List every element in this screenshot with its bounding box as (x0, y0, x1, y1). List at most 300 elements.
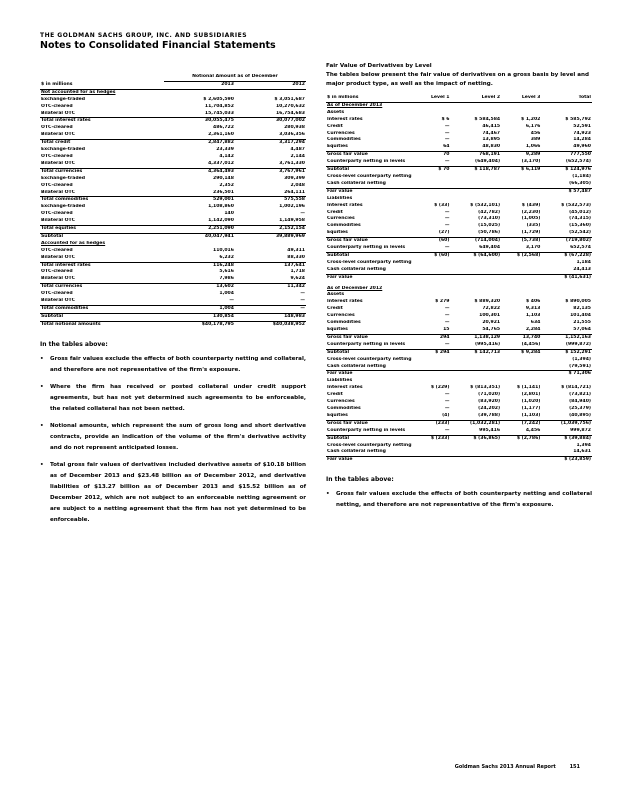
cell-value: $ 889,320 (474, 299, 501, 305)
row-label: Currencies (327, 313, 355, 319)
left-column (40, 74, 306, 532)
cell-value: (3,170) (521, 159, 541, 165)
table-row (326, 137, 592, 144)
cell-value: (45,012) (569, 209, 591, 215)
left-notes-list (40, 354, 306, 526)
cell-value: 40,047,941 (164, 233, 235, 240)
cell-value: — (300, 291, 305, 297)
cell-value: 72,822 (482, 306, 501, 312)
cell-value: (42,782) (478, 209, 501, 215)
cell-value: — (300, 211, 305, 217)
cell-value: — (444, 137, 450, 143)
cell-value: 264,111 (284, 189, 305, 195)
cell-value (450, 357, 501, 364)
table-row (40, 269, 306, 276)
col-header-label: $ in millions (326, 95, 418, 102)
cell-value: 14,284 (573, 137, 591, 143)
row-label: Exchange-traded (41, 204, 86, 210)
cell-value: 13,740 (501, 334, 541, 341)
table-row (40, 111, 306, 118)
cell-value (501, 371, 541, 378)
table-row (40, 298, 306, 305)
row-label: Total commodities (40, 306, 164, 314)
row-label: Subtotal (40, 313, 164, 321)
row-label: Cross-level counterparty netting (327, 356, 412, 362)
table-row (40, 291, 306, 298)
note-bullet: • Gross fair values exclude the effects of both counterparty netting and collateral, and therefore are not representative of the firm's exposure. (40, 354, 306, 376)
table-row (326, 181, 592, 188)
table-row (326, 216, 592, 223)
cell-value (450, 102, 501, 109)
row-label: Total currencies (40, 284, 164, 291)
cell-value (418, 449, 450, 456)
table-row (326, 420, 592, 427)
table-row (326, 334, 592, 341)
cell-value: 11,342 (235, 284, 306, 291)
row-label: Cross-level counterparty netting (327, 259, 412, 265)
cell-value: $ (813,351) (470, 385, 501, 391)
table-row (326, 435, 592, 442)
cell-value: (1,729) (521, 230, 541, 236)
row-label: Credit (327, 209, 343, 215)
table-row (326, 245, 592, 252)
table-row (326, 371, 592, 378)
cell-value: 3,761,330 (279, 160, 305, 166)
cell-value: 6,232 (219, 254, 234, 260)
row-label: Total currencies (40, 168, 164, 175)
cell-value: 1,394 (576, 442, 591, 448)
row-label: Interest rates (327, 202, 363, 208)
cell-value: (79,591) (569, 363, 591, 369)
row-label: OTC-cleared (41, 125, 73, 131)
table-row (326, 313, 592, 320)
cell-value: 14,631 (573, 449, 591, 455)
col-header-level1: Level 1 (418, 95, 450, 102)
cell-value: 82,135 (573, 306, 591, 312)
cell-value: — (444, 306, 450, 312)
cell-value: 634 (530, 320, 541, 326)
table-row (40, 204, 306, 211)
cell-value (450, 267, 501, 274)
table-row (40, 197, 306, 204)
table-row (40, 262, 306, 269)
cell-value: 2,352 (219, 182, 234, 188)
row-label: Cross-level counterparty netting (327, 442, 412, 448)
row-label: Bilateral OTC (41, 110, 76, 116)
cell-value: $ (60) (418, 252, 450, 259)
row-label: Bilateral OTC (41, 160, 76, 166)
cell-value: 49,960 (573, 144, 591, 150)
cell-value (450, 181, 501, 188)
cell-value (235, 89, 306, 96)
table-row (326, 230, 592, 237)
cell-value (450, 286, 501, 293)
table-row (326, 449, 592, 456)
cell-value: — (444, 216, 450, 222)
cell-value: (649,404) (474, 159, 501, 165)
cell-value: 46,415 (482, 123, 501, 129)
cell-value: 4,364,493 (164, 168, 235, 175)
cell-value: $ (23,859) (541, 457, 592, 464)
cell-value: (1,103) (521, 412, 541, 418)
row-label: Exchange-traded (41, 96, 86, 102)
table-row (326, 349, 592, 356)
table-row (326, 406, 592, 413)
cell-value (418, 443, 450, 450)
cell-value: (27) (438, 230, 450, 236)
cell-value: 20,921 (482, 320, 501, 326)
cell-value: $ (64,600) (450, 252, 501, 259)
cell-value: $40,178,795 (164, 321, 235, 328)
cell-value: $ (39,884) (541, 435, 592, 442)
table-row (326, 342, 592, 349)
table-row (40, 168, 306, 175)
col-header-level2: Level 2 (450, 95, 501, 102)
cell-value: 1,108,860 (208, 204, 234, 210)
cell-value: 2,251,090 (164, 226, 235, 234)
table-row (40, 211, 306, 218)
row-label: Fair value (326, 457, 418, 464)
cell-value (418, 196, 450, 203)
note-bullet: • Gross fair values exclude the effects of both counterparty netting and collateral netting, and therefore are not representative of the firm's exposure. (326, 489, 592, 511)
cell-value: 1,152,163 (541, 334, 592, 341)
cell-value: 30,077,002 (235, 118, 306, 125)
table-row (40, 89, 306, 96)
row-label: Bilateral OTC (41, 276, 76, 282)
table-row (40, 313, 306, 321)
cell-value: — (444, 399, 450, 405)
cell-value (418, 267, 450, 274)
cell-value: (719,802) (541, 238, 592, 245)
cell-value: 652,574 (570, 245, 591, 251)
cell-value: 575,558 (235, 197, 306, 204)
page-footer (455, 764, 580, 770)
cell-value: 4,337,012 (208, 160, 234, 166)
cell-value: 2,847,882 (164, 140, 235, 147)
cell-value: $ 294 (418, 349, 450, 356)
cell-value (418, 181, 450, 188)
cell-value: 23,339 (216, 147, 234, 153)
row-label: Total notional amounts (40, 321, 164, 328)
cell-value: $ (532,101) (470, 202, 501, 208)
row-label: Cash collateral netting (327, 449, 386, 455)
cell-value: 309,399 (284, 175, 305, 181)
cell-value: 3,170 (525, 245, 541, 251)
row-label: Currencies (327, 216, 355, 222)
table-row (40, 218, 306, 225)
cell-value (501, 110, 541, 117)
row-label: Bilateral OTC (41, 298, 76, 304)
cell-value (501, 357, 541, 364)
cell-value (450, 449, 501, 456)
col-header-2012: 2012 (235, 81, 306, 89)
cell-value: 4,456 (525, 427, 541, 433)
company-header: THE GOLDMAN SACHS GROUP, INC. AND SUBSIDIARIES (40, 32, 248, 39)
cell-value: 486,722 (213, 125, 234, 131)
table-row (326, 117, 592, 124)
cell-value: — (444, 159, 450, 165)
cell-value: $ (41,631) (541, 274, 592, 281)
cell-value: 1,004 (219, 291, 234, 297)
cell-value: — (444, 223, 450, 229)
cell-value: 7,986 (219, 276, 234, 282)
table-row (326, 306, 592, 313)
cell-value: 15,745,033 (204, 110, 234, 116)
cell-value: 4,142 (219, 153, 234, 159)
row-label: OTC-cleared (41, 182, 73, 188)
cell-value (450, 274, 501, 281)
cell-value: (2,801) (521, 392, 541, 398)
row-label: Interest rates (327, 299, 363, 305)
row-label: Subtotal (326, 435, 418, 442)
cell-value: — (229, 298, 234, 304)
cell-value: 148,983 (235, 313, 306, 321)
row-label: Commodities (327, 223, 361, 229)
cell-value: 49,311 (287, 247, 305, 253)
right-notes-title: In the tables above: (326, 476, 394, 484)
cell-value (164, 241, 235, 248)
right-notes-list (326, 489, 592, 511)
cell-value (501, 449, 541, 456)
row-label: Subtotal (40, 233, 164, 240)
cell-value: (652,574) (565, 159, 591, 165)
cell-value: 9,313 (525, 306, 541, 312)
cell-value (450, 457, 501, 464)
row-label: Bilateral OTC (41, 254, 76, 260)
table-row (40, 255, 306, 262)
cell-value: (24,202) (478, 405, 501, 411)
cell-value: $ 406 (525, 299, 541, 305)
row-label: Subtotal (326, 167, 418, 174)
row-label: Counterparty netting in levels (327, 341, 406, 347)
cell-value: $ 584,584 (474, 116, 501, 122)
cell-value: $ (532,573) (561, 202, 591, 208)
cell-value: (73,821) (569, 392, 591, 398)
table-row (40, 190, 306, 197)
cell-value (501, 260, 541, 267)
cell-value (501, 188, 541, 195)
cell-value: 15 (443, 327, 450, 332)
row-label: Commodities (327, 137, 361, 143)
cell-value: 1,718 (290, 269, 305, 275)
cell-value: (1,005) (521, 216, 541, 222)
row-label: Total interest rates (40, 262, 164, 269)
cell-value (418, 286, 450, 293)
cell-value (450, 196, 501, 203)
cell-value (501, 174, 541, 181)
cell-value: $ 70 (418, 167, 450, 174)
col-header-level3: Level 3 (501, 95, 541, 102)
cell-value (501, 102, 541, 109)
row-label: Interest rates (327, 385, 363, 391)
table-row (40, 284, 306, 291)
table-row (326, 392, 592, 399)
table-row (40, 241, 306, 248)
fair-value-by-level-table (326, 95, 592, 464)
table-row (326, 152, 592, 159)
cell-value: (50,786) (478, 230, 501, 236)
cell-value: (15,360) (569, 223, 591, 229)
cell-value (418, 292, 450, 299)
col-header-total: Total (541, 95, 592, 102)
cell-value: — (444, 123, 450, 129)
table-row (40, 233, 306, 240)
cell-value: (39,788) (478, 412, 501, 418)
cell-value: $ 152,291 (541, 349, 592, 356)
cell-value: $ 3,051,687 (274, 96, 305, 102)
cell-value: 6,176 (525, 123, 541, 129)
table-row (326, 159, 592, 166)
cell-value: $ (67,228) (541, 252, 592, 259)
cell-value: (1,184) (572, 173, 591, 179)
table-row (326, 167, 592, 174)
fair-value-intro: The tables below present the fair value of derivatives on a gross basis by level and major product type, as well as the impact of netting. (326, 72, 590, 87)
table-row (40, 104, 306, 111)
row-label: Assets (327, 109, 345, 115)
table-row (326, 203, 592, 210)
notional-span-header: Notional Amount as of December (164, 74, 306, 81)
cell-value: $ 142,713 (450, 349, 501, 356)
cell-value: — (444, 392, 450, 398)
row-label: Cash collateral netting (327, 180, 386, 186)
row-label: Subtotal (326, 349, 418, 356)
left-notes-title: In the tables above: (40, 340, 108, 348)
cell-value: 30,055,475 (164, 118, 235, 125)
cell-value: (1,394) (572, 356, 591, 362)
cell-value: 294 (418, 334, 450, 341)
cell-value: 100,301 (479, 313, 501, 319)
page-number: 151 (569, 764, 580, 770)
table-row (326, 399, 592, 406)
cell-value (501, 443, 541, 450)
cell-value: 54,765 (482, 327, 501, 332)
table-row (326, 385, 592, 392)
cell-value: $ 9,284 (501, 349, 541, 356)
table-row (40, 176, 306, 183)
cell-value: 2,361,160 (208, 132, 234, 138)
cell-value: $ 585,792 (565, 116, 591, 122)
cell-value: $ 1,202 (521, 116, 541, 122)
table-row (40, 97, 306, 104)
cell-value (450, 443, 501, 450)
col-header-label: $ in millions (40, 81, 164, 89)
cell-value: 3,036,356 (279, 132, 305, 138)
cell-value: 88,330 (287, 254, 305, 260)
cell-value: 10,270,632 (275, 103, 305, 109)
table-row (326, 299, 592, 306)
row-label: Commodities (327, 405, 361, 411)
table-row (326, 188, 592, 195)
row-label: Equities (327, 327, 348, 332)
cell-value: 290,148 (213, 175, 234, 181)
cell-value: 116,248 (164, 262, 235, 269)
cell-value: 649,404 (479, 245, 501, 251)
cell-value: (66,305) (569, 180, 591, 186)
cell-value (501, 457, 541, 464)
cell-value: 16,754,683 (275, 110, 305, 116)
cell-value: 2,144 (290, 153, 305, 159)
table-row (326, 144, 592, 151)
cell-value: 2,048 (290, 182, 305, 188)
cell-value (450, 110, 501, 117)
cell-value (418, 188, 450, 195)
cell-value: 110,016 (213, 247, 234, 253)
row-label: Subtotal (326, 252, 418, 259)
cell-value: 5,616 (219, 269, 234, 275)
table-row (326, 378, 592, 385)
row-label: Bilateral OTC (41, 189, 76, 195)
cell-value: 3,767,961 (235, 168, 306, 175)
row-label: Cash collateral netting (327, 266, 386, 272)
row-label: Equities (327, 412, 348, 418)
row-label: Credit (327, 306, 343, 312)
cell-value: — (444, 427, 450, 433)
cell-value: — (444, 130, 450, 136)
table-row (326, 457, 592, 464)
note-bullet: • Notional amounts, which represent the sum of gross long and short derivative contracts, provide an indication of the volume of the firm's derivative activity and do not represent anticipated losses. (40, 421, 306, 454)
cell-value: 768,191 (450, 152, 501, 159)
row-label: Fair value (326, 274, 418, 281)
cell-value: (1,032,281) (450, 420, 501, 427)
cell-value (418, 371, 450, 378)
row-label: Bilateral OTC (41, 132, 76, 138)
row-label: Not accounted for as hedges (41, 89, 116, 95)
row-label: Gross fair value (326, 334, 418, 341)
table-row (326, 260, 592, 267)
cell-value (541, 378, 592, 385)
cell-value: 140 (224, 211, 234, 217)
cell-value: 24,413 (573, 266, 591, 272)
page-title: Notes to Consolidated Financial Statements (40, 40, 276, 51)
row-label: OTC-cleared (41, 103, 73, 109)
table-row (40, 154, 306, 161)
row-label: Cash collateral netting (327, 363, 386, 369)
row-label: Liabilities (327, 378, 353, 384)
row-label: Fair value (326, 188, 418, 195)
cell-value (541, 286, 592, 293)
cell-value (541, 102, 592, 109)
cell-value: — (444, 209, 450, 215)
table-row (40, 321, 306, 328)
table-row (326, 274, 592, 281)
row-label: OTC-cleared (41, 211, 73, 217)
cell-value: 64 (443, 144, 450, 150)
cell-value: 1,142,090 (208, 218, 234, 224)
cell-value: 995,416 (479, 427, 501, 433)
cell-value: $ (33) (434, 202, 450, 208)
cell-value: 777,550 (541, 152, 592, 159)
cell-value: 2,152,154 (235, 226, 306, 234)
cell-value: (73,310) (478, 216, 501, 222)
note-bullet: • Total gross fair values of derivatives included derivative assets of $10.18 billion as of December 2013 and $23.48 billion as of December 2012, and derivative liabilities of $13.27 billion as of December 2013 and $15.52 billion as of December 2012, which are not subject to an enforceable netting agreement or are subject to a netting agreement that the firm has not yet determined to be enforceable. (40, 460, 306, 526)
right-column (326, 62, 592, 517)
cell-value: $ 6 (441, 116, 450, 122)
table-row (40, 140, 306, 147)
cell-value: $ 890,005 (565, 299, 591, 305)
cell-value: 101,404 (570, 313, 591, 319)
cell-value (541, 292, 592, 299)
cell-value: (4) (442, 412, 450, 418)
cell-value: (25,379) (569, 405, 591, 411)
cell-value: 130,854 (164, 313, 235, 321)
table-row (326, 110, 592, 117)
cell-value (418, 260, 450, 267)
cell-value: $ 6,119 (501, 167, 541, 174)
row-label: As of December 2013 (327, 102, 383, 108)
row-label: Total interest rates (40, 118, 164, 125)
table-row (326, 252, 592, 259)
cell-value: — (444, 313, 450, 319)
